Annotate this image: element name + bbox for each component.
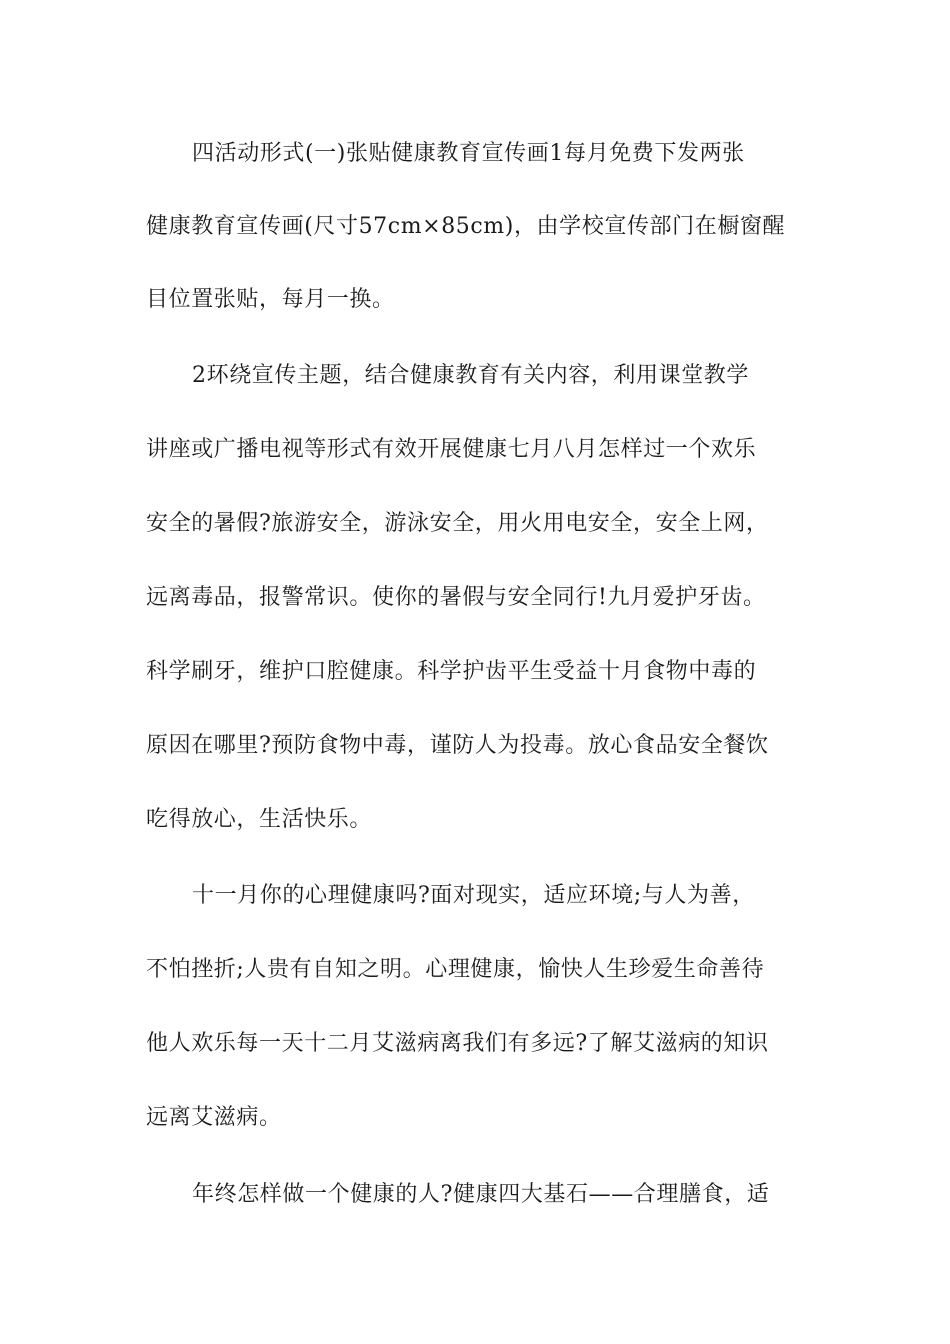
paragraph-2-line-2: 讲座或广播电视等形式有效开展健康七月八月怎样过一个欢乐 [146, 437, 757, 462]
paragraph-1-line-3: 目位置张贴，每月一换。 [146, 287, 395, 312]
paragraph-2-line-1: 2环绕宣传主题，结合健康教育有关内容，利用课堂教学 [192, 363, 749, 388]
paragraph-1-line-1: 四活动形式(一)张贴健康教育宣传画1每月免费下发两张 [192, 141, 745, 166]
paragraph-2-line-5: 科学刷牙，维护口腔健康。科学护齿平生受益十月食物中毒的 [146, 659, 757, 684]
paragraph-3-line-1: 十一月你的心理健康吗?面对现实，适应环境;与人为善， [192, 883, 755, 908]
paragraph-2-line-7: 吃得放心，生活快乐。 [146, 807, 373, 832]
paragraph-3-line-2: 不怕挫折;人贵有自知之明。心理健康，愉快人生珍爱生命善待 [146, 957, 765, 982]
paragraph-2-line-3: 安全的暑假?旅游安全，游泳安全，用火用电安全，安全上网， [146, 511, 769, 536]
paragraph-3-line-4: 远离艾滋病。 [146, 1105, 282, 1130]
paragraph-2-line-4: 远离毒品，报警常识。使你的暑假与安全同行!九月爱护牙齿。 [146, 585, 766, 610]
paragraph-2-line-6: 原因在哪里?预防食物中毒，谨防人为投毒。放心食品安全餐饮 [146, 733, 769, 758]
paragraph-3-line-3: 他人欢乐每一天十二月艾滋病离我们有多远?了解艾滋病的知识 [146, 1031, 769, 1056]
paragraph-1-line-2: 健康教育宣传画(尺寸57cm×85cm)，由学校宣传部门在橱窗醒 [146, 214, 786, 239]
paragraph-4-line-1: 年终怎样做一个健康的人?健康四大基石——合理膳食，适 [192, 1182, 770, 1207]
